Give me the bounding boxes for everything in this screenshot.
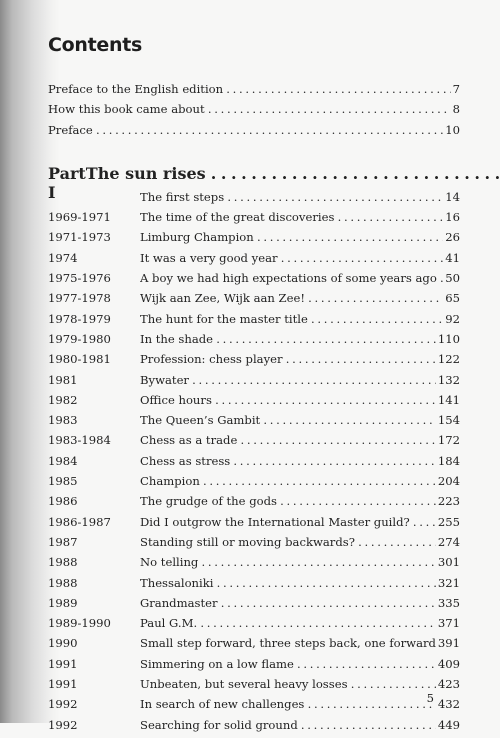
- entry-page: 8: [452, 102, 460, 117]
- contents-page: [48, 34, 460, 738]
- chapter-title: Champion . . .: [140, 474, 436, 488]
- chapter-year: 1986: [48, 494, 78, 509]
- chapter-body: [140, 494, 460, 508]
- chapter-body: [140, 312, 460, 326]
- chapter-page: 391: [437, 636, 460, 651]
- chapter-row[interactable]: [48, 576, 460, 596]
- part-title: The sun rises . . .: [86, 164, 500, 183]
- chapter-body: [140, 616, 460, 630]
- chapter-year: 1984: [48, 453, 78, 468]
- chapter-year: 1981: [48, 372, 78, 387]
- chapter-year: 1988: [48, 575, 78, 590]
- chapter-page: 184: [437, 453, 460, 468]
- chapter-row[interactable]: [48, 474, 460, 494]
- chapter-title: Unbeaten, but several heavy losses . . .: [140, 677, 436, 691]
- chapter-title: Simmering on a low flame . . .: [140, 657, 436, 671]
- chapter-row[interactable]: [48, 433, 460, 453]
- chapter-row[interactable]: [48, 413, 460, 433]
- chapter-year: 1978-1979: [48, 311, 111, 326]
- chapter-row[interactable]: [48, 596, 460, 616]
- chapter-row[interactable]: [48, 291, 460, 311]
- chapter-title: Grandmaster . . .: [140, 596, 436, 610]
- chapter-page: 26: [445, 230, 460, 245]
- entry-title: How this book came about . . .: [48, 102, 451, 116]
- chapter-body: [140, 190, 460, 204]
- chapter-year: 1988: [48, 555, 78, 570]
- chapter-row[interactable]: [48, 190, 460, 210]
- chapter-title: Chess as stress . . .: [140, 454, 436, 468]
- chapter-title: The Queen’s Gambit . . .: [140, 413, 436, 427]
- chapter-page: 122: [437, 352, 460, 367]
- chapter-title: Wijk aan Zee, Wijk aan Zee! . . .: [140, 291, 443, 305]
- chapter-title: The time of the great discoveries . . .: [140, 210, 443, 224]
- chapter-body: [140, 230, 460, 244]
- chapter-page: 14: [445, 189, 460, 204]
- chapter-title: No telling . . .: [140, 555, 436, 569]
- chapter-body: [140, 697, 460, 711]
- toc-entry[interactable]: [48, 82, 460, 102]
- chapter-page: 321: [437, 575, 460, 590]
- chapter-title: The first steps . . .: [140, 190, 443, 204]
- chapter-title: Did I outgrow the International Master guild? . . .: [140, 515, 436, 529]
- chapter-year: 1983-1984: [48, 433, 111, 448]
- chapter-page: 274: [437, 534, 460, 549]
- chapter-body: [140, 433, 460, 447]
- chapter-year: 1991: [48, 677, 78, 692]
- chapter-year: 1982: [48, 392, 78, 407]
- chapter-body: [140, 291, 460, 305]
- chapter-page: 16: [445, 210, 460, 225]
- entry-page: 10: [445, 122, 460, 137]
- entry-page: 7: [452, 82, 460, 96]
- chapter-body: [140, 535, 460, 549]
- chapter-body: [140, 210, 460, 224]
- chapter-year: 1986-1987: [48, 514, 111, 529]
- chapter-page: 223: [437, 494, 460, 509]
- chapter-row[interactable]: [48, 677, 460, 697]
- chapter-row[interactable]: [48, 251, 460, 271]
- page-title: Contents: [48, 34, 143, 56]
- chapter-year: 1983: [48, 413, 78, 428]
- toc-entry[interactable]: [48, 102, 460, 122]
- chapter-page: 371: [437, 616, 460, 631]
- chapter-body: [140, 474, 460, 488]
- chapter-page: 92: [445, 311, 460, 326]
- chapter-row[interactable]: [48, 616, 460, 636]
- chapter-row[interactable]: [48, 515, 460, 535]
- chapter-row[interactable]: [48, 718, 460, 738]
- chapter-year: 1990: [48, 636, 78, 651]
- entry-title: Preface . . .: [48, 123, 443, 137]
- chapter-year: 1989-1990: [48, 616, 111, 631]
- chapter-year: 1974: [48, 250, 78, 265]
- chapter-row[interactable]: [48, 697, 460, 717]
- chapter-title: It was a very good year . . .: [140, 251, 443, 265]
- chapter-body: [140, 373, 460, 387]
- page-number: 5: [426, 691, 434, 705]
- chapter-body: [140, 515, 460, 529]
- part-title-wrap: [86, 164, 500, 183]
- chapter-page: 301: [437, 555, 460, 570]
- chapter-title: The grudge of the gods . . .: [140, 494, 436, 508]
- chapter-page: 409: [437, 656, 460, 671]
- chapter-title: Profession: chess player . . .: [140, 352, 436, 366]
- chapter-title: Standing still or moving backwards? . . .: [140, 535, 436, 549]
- chapter-page: 449: [437, 717, 460, 732]
- chapter-page: 154: [437, 413, 460, 428]
- chapter-title: Office hours . . .: [140, 393, 436, 407]
- chapter-year: 1980-1981: [48, 352, 111, 367]
- chapter-title: In the shade . . .: [140, 332, 436, 346]
- chapter-page: 41: [445, 250, 460, 265]
- chapter-row[interactable]: [48, 555, 460, 575]
- chapter-body: [140, 413, 460, 427]
- chapter-page: 335: [437, 595, 460, 610]
- chapter-page: 65: [445, 291, 460, 306]
- chapter-row[interactable]: [48, 454, 460, 474]
- chapter-body: [140, 271, 460, 285]
- chapter-year: 1979-1980: [48, 331, 111, 346]
- chapter-row[interactable]: [48, 373, 460, 393]
- chapter-year: 1992: [48, 717, 78, 732]
- chapter-body: [140, 576, 460, 590]
- chapter-body: [140, 657, 460, 671]
- chapter-year: 1969-1971: [48, 210, 111, 225]
- chapter-body: [140, 636, 460, 650]
- chapter-page: 204: [437, 474, 460, 489]
- toc-entry[interactable]: [48, 123, 460, 143]
- chapter-body: [140, 332, 460, 346]
- chapter-row[interactable]: [48, 636, 460, 656]
- chapter-title: A boy we had high expectations of some years ago . . .: [140, 271, 443, 285]
- chapter-year: 1992: [48, 697, 78, 712]
- chapter-title: Searching for solid ground . . .: [140, 718, 436, 732]
- chapter-title: Small step forward, three steps back, one forward . . .: [140, 636, 436, 650]
- chapter-row[interactable]: [48, 332, 460, 352]
- chapter-title: Bywater . . .: [140, 373, 436, 387]
- chapter-page: 432: [437, 697, 460, 712]
- chapter-title: Paul G.M. . . .: [140, 616, 436, 630]
- chapter-year: 1987: [48, 534, 78, 549]
- chapter-year: 1977-1978: [48, 291, 111, 306]
- chapter-row[interactable]: [48, 657, 460, 677]
- chapter-title: Thessaloniki . . .: [140, 576, 436, 590]
- chapter-title: Chess as a trade . . .: [140, 433, 436, 447]
- chapter-body: [140, 454, 460, 468]
- chapter-title: The hunt for the master title . . .: [140, 312, 443, 326]
- chapter-year: 1971-1973: [48, 230, 111, 245]
- chapter-page: 423: [437, 677, 460, 692]
- chapter-row[interactable]: [48, 230, 460, 250]
- chapter-row[interactable]: [48, 210, 460, 230]
- chapter-row[interactable]: [48, 494, 460, 514]
- chapter-body: [140, 718, 460, 732]
- chapter-title: In search of new challenges . . .: [140, 697, 436, 711]
- chapter-page: 255: [437, 514, 460, 529]
- chapter-page: 110: [437, 331, 460, 346]
- part-label: Part I: [48, 163, 86, 202]
- chapter-body: [140, 677, 460, 691]
- chapter-body: [140, 596, 460, 610]
- entry-title: Preface to the English edition . . .: [48, 82, 451, 96]
- chapter-year: 1991: [48, 656, 78, 671]
- chapter-row[interactable]: [48, 271, 460, 291]
- chapter-row[interactable]: [48, 352, 460, 372]
- chapter-list: [48, 190, 460, 738]
- chapter-title: Limburg Champion . . .: [140, 230, 443, 244]
- chapter-page: 172: [437, 433, 460, 448]
- prelims-list: [48, 82, 460, 143]
- chapter-row[interactable]: [48, 312, 460, 332]
- chapter-row[interactable]: [48, 393, 460, 413]
- chapter-row[interactable]: [48, 535, 460, 555]
- chapter-page: 132: [437, 372, 460, 387]
- chapter-page: 141: [437, 392, 460, 407]
- chapter-body: [140, 555, 460, 569]
- chapter-year: 1985: [48, 474, 78, 489]
- chapter-body: [140, 251, 460, 265]
- chapter-body: [140, 393, 460, 407]
- chapter-body: [140, 352, 460, 366]
- chapter-year: 1975-1976: [48, 271, 111, 286]
- chapter-page: 50: [445, 271, 460, 286]
- chapter-year: 1989: [48, 595, 78, 610]
